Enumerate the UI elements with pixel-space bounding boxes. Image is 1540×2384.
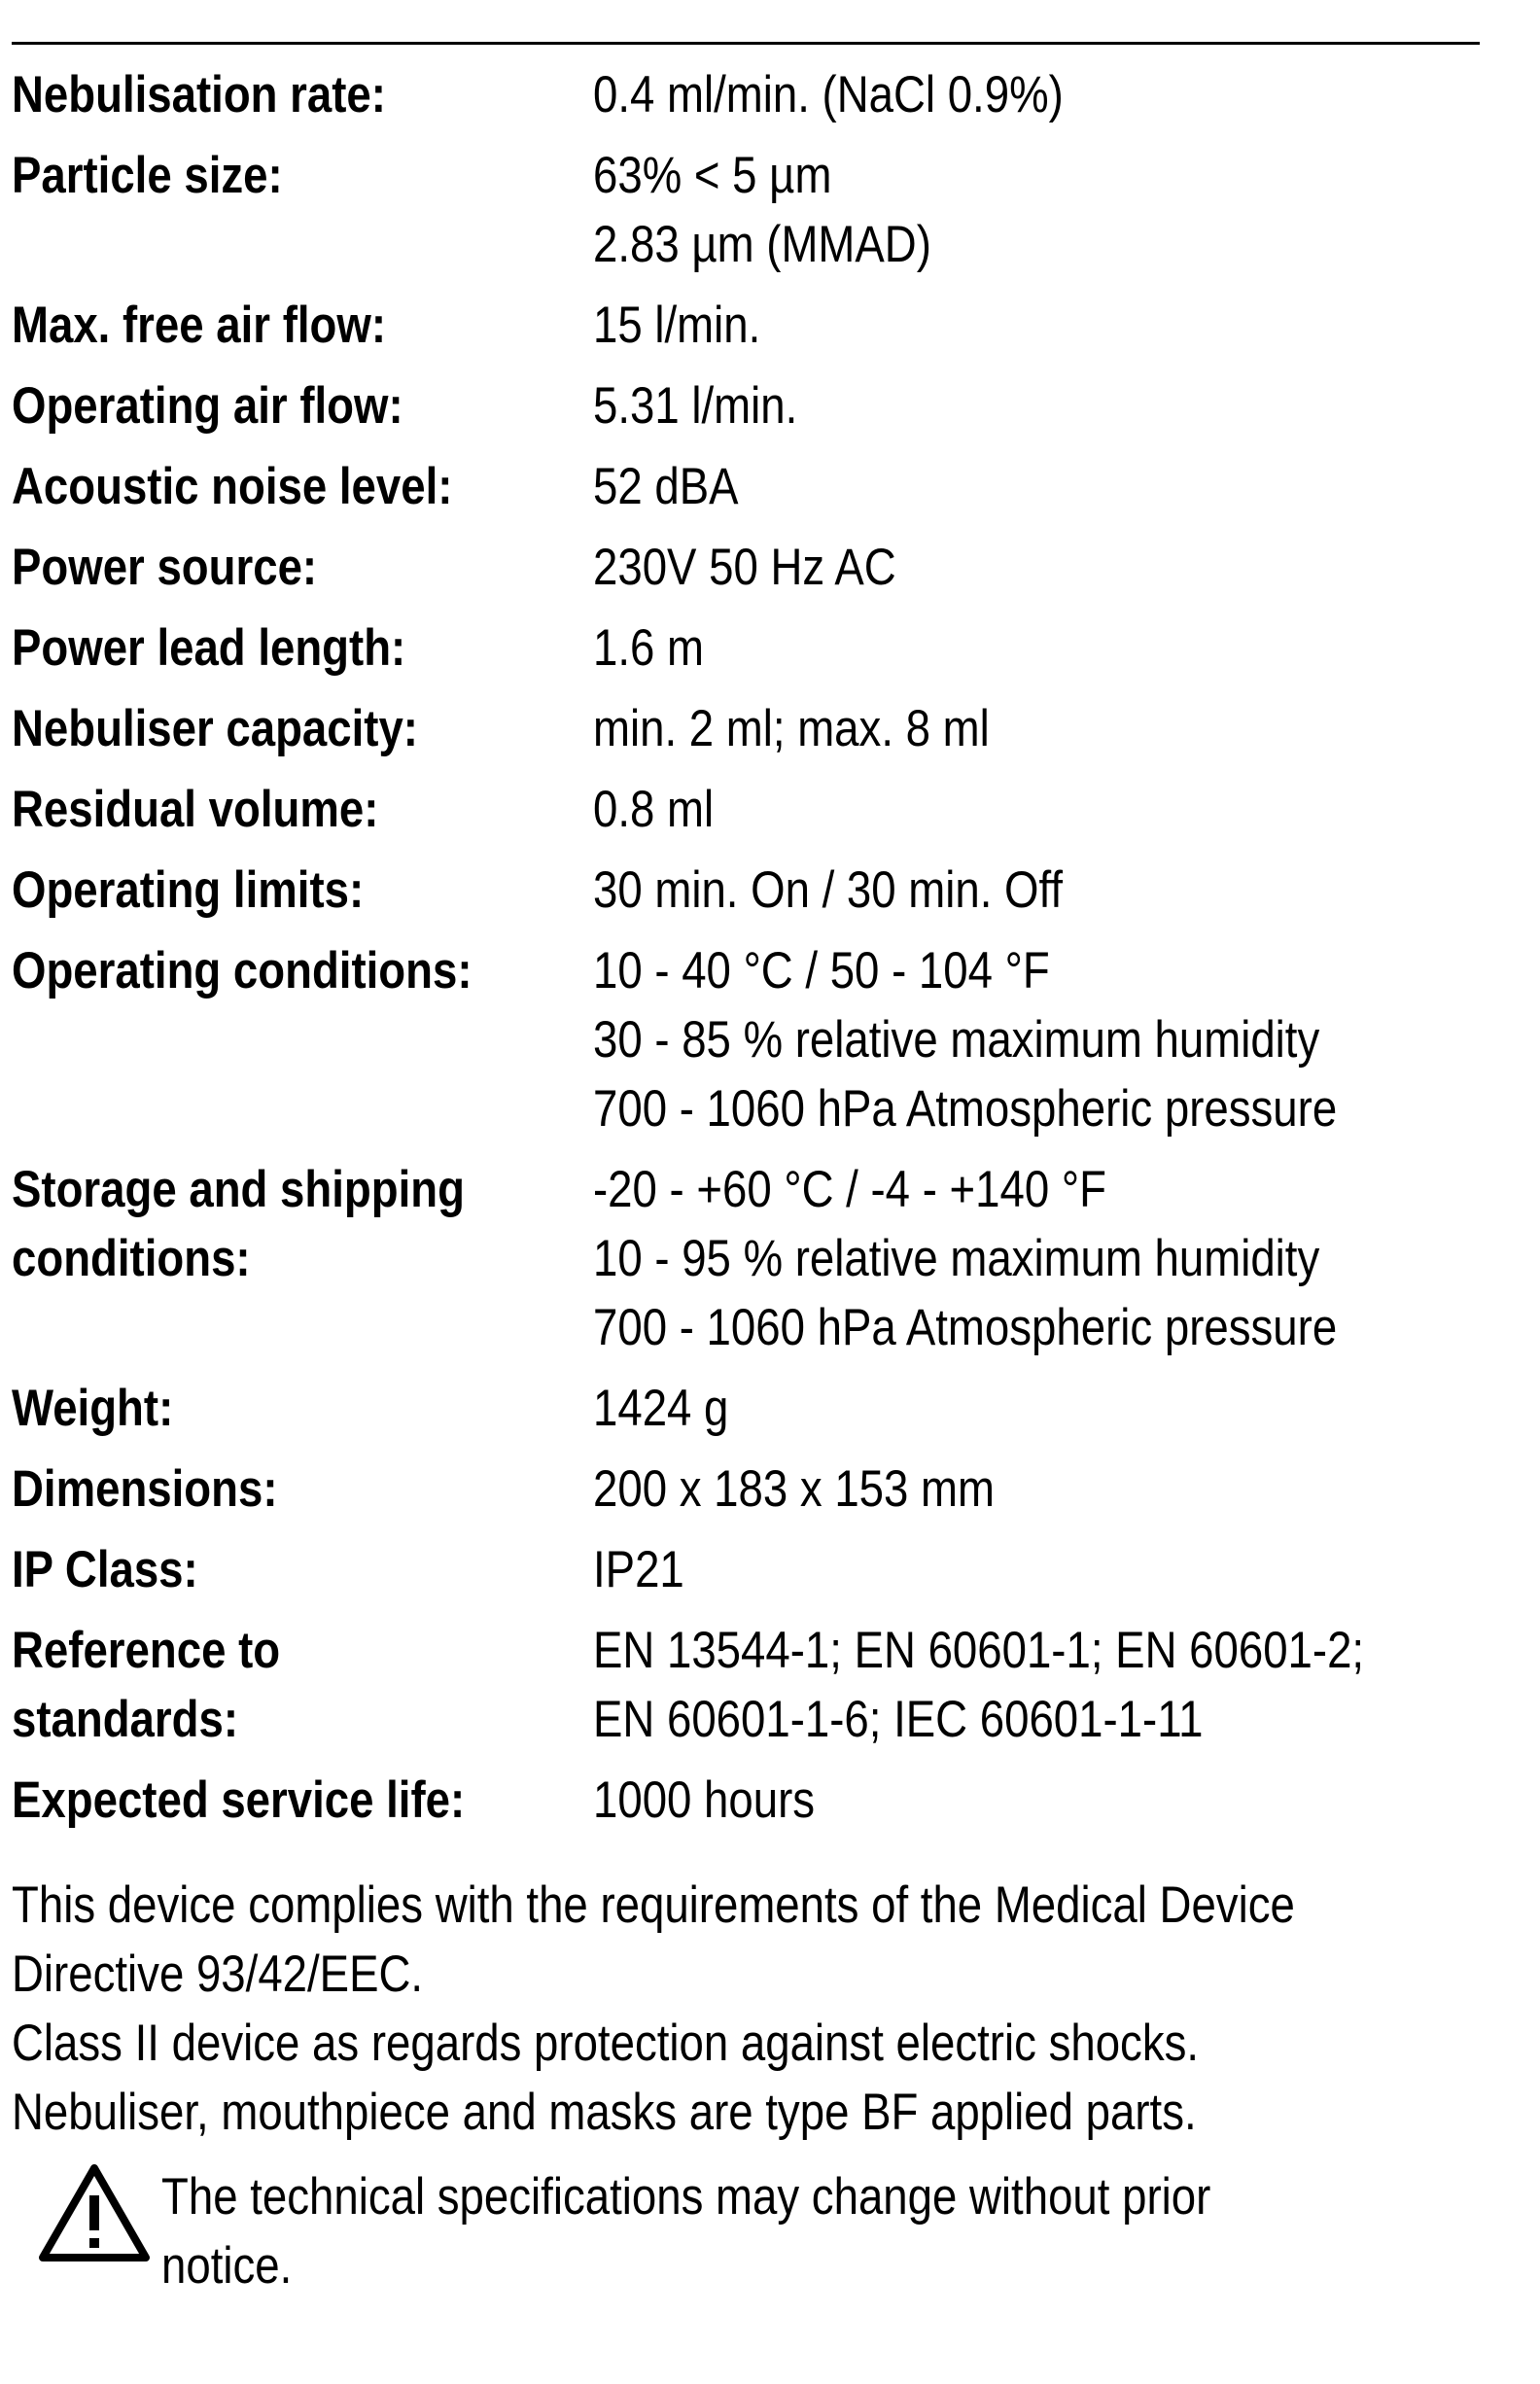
spec-row: [12, 614, 1528, 683]
spec-value: 700 - 1060 hPa Atmospheric pressure: [593, 1299, 1338, 1356]
spec-values: [593, 371, 1528, 440]
note-line: Directive 93/42/EEC.: [12, 1946, 424, 2003]
spec-label: Nebuliser capacity:: [12, 700, 419, 757]
spec-value: EN 13544-1; EN 60601-1; EN 60601-2;: [593, 1622, 1365, 1679]
spec-values: [593, 694, 1528, 763]
spec-row: [12, 775, 1528, 844]
spec-values: [593, 1535, 1528, 1604]
spec-label: Weight:: [12, 1380, 174, 1437]
spec-values: [593, 141, 1528, 279]
spec-values: [593, 1374, 1528, 1443]
spec-label: Operating conditions:: [12, 942, 472, 999]
spec-label: Operating limits:: [12, 861, 365, 919]
spec-values: [593, 1766, 1528, 1835]
spec-label: Storage and shipping conditions:: [12, 1161, 465, 1287]
note-line: Class II device as regards protection against electric shocks.: [12, 2015, 1200, 2072]
spec-value: 0.8 ml: [593, 781, 715, 838]
spec-row: [12, 856, 1528, 925]
spec-label: Residual volume:: [12, 781, 379, 838]
top-divider: [12, 42, 1480, 45]
spec-row: [12, 1535, 1528, 1604]
spec-label: Power lead length:: [12, 619, 406, 677]
spec-value: 30 min. On / 30 min. Off: [593, 861, 1064, 919]
spec-label: Nebulisation rate:: [12, 66, 386, 123]
spec-label: Reference to standards:: [12, 1622, 281, 1748]
note-line: Nebuliser, mouthpiece and masks are type BF applied parts.: [12, 2084, 1197, 2141]
spec-row: [12, 1766, 1528, 1835]
spec-values: [593, 1155, 1528, 1362]
spec-values: [593, 775, 1528, 844]
spec-value: 700 - 1060 hPa Atmospheric pressure: [593, 1080, 1338, 1138]
spec-row: [12, 936, 1528, 1143]
spec-label: Power source:: [12, 539, 318, 596]
specifications-table: [12, 60, 1528, 1846]
spec-row: [12, 452, 1528, 521]
spec-values: [593, 614, 1528, 683]
spec-value: 200 x 183 x 153 mm: [593, 1460, 995, 1518]
spec-label: Dimensions:: [12, 1460, 278, 1518]
spec-value: 1000 hours: [593, 1771, 816, 1829]
spec-value: 10 - 40 °C / 50 - 104 °F: [593, 942, 1050, 999]
spec-values: [593, 452, 1528, 521]
spec-row: [12, 694, 1528, 763]
spec-row: [12, 1374, 1528, 1443]
spec-value: IP21: [593, 1541, 684, 1598]
spec-label: IP Class:: [12, 1541, 198, 1598]
spec-row: [12, 1155, 1528, 1362]
spec-values: [593, 291, 1528, 360]
spec-label: Operating air flow:: [12, 377, 403, 435]
spec-row: [12, 1616, 1528, 1754]
warning-triangle-icon: [37, 2162, 152, 2263]
note-line: This device complies with the requirements of the Medical Device: [12, 1876, 1295, 1934]
notice-text: The technical specifications may change without prior notice.: [161, 2168, 1211, 2295]
spec-row: [12, 291, 1528, 360]
spec-value: min. 2 ml; max. 8 ml: [593, 700, 990, 757]
spec-value: 10 - 95 % relative maximum humidity: [593, 1230, 1320, 1287]
spec-row: [12, 141, 1528, 279]
spec-value: 30 - 85 % relative maximum humidity: [593, 1011, 1320, 1069]
spec-values: [593, 1455, 1528, 1524]
spec-value: 1.6 m: [593, 619, 705, 677]
spec-label: Particle size:: [12, 147, 283, 204]
spec-value: 63% < 5 µm: [593, 147, 832, 204]
spec-values: [593, 60, 1528, 129]
spec-label: Acoustic noise level:: [12, 458, 453, 515]
compliance-notes: [12, 1871, 1528, 2147]
spec-value: 52 dBA: [593, 458, 739, 515]
spec-row: [12, 533, 1528, 602]
spec-values: [593, 936, 1528, 1143]
change-notice: [37, 2162, 1515, 2300]
spec-value: 2.83 µm (MMAD): [593, 216, 931, 273]
spec-row: [12, 1455, 1528, 1524]
spec-label: Expected service life:: [12, 1771, 466, 1829]
spec-value: 5.31 l/min.: [593, 377, 798, 435]
spec-value: 0.4 ml/min. (NaCl 0.9%): [593, 66, 1064, 123]
spec-value: EN 60601-1-6; IEC 60601-1-11: [593, 1691, 1204, 1748]
spec-value: 1424 g: [593, 1380, 729, 1437]
spec-row: [12, 371, 1528, 440]
spec-value: -20 - +60 °C / -4 - +140 °F: [593, 1161, 1106, 1218]
spec-value: 230V 50 Hz AC: [593, 539, 896, 596]
spec-row: [12, 60, 1528, 129]
spec-value: 15 l/min.: [593, 297, 761, 354]
spec-label: Max. free air flow:: [12, 297, 387, 354]
spec-values: [593, 856, 1528, 925]
spec-values: [593, 1616, 1528, 1754]
spec-values: [593, 533, 1528, 602]
